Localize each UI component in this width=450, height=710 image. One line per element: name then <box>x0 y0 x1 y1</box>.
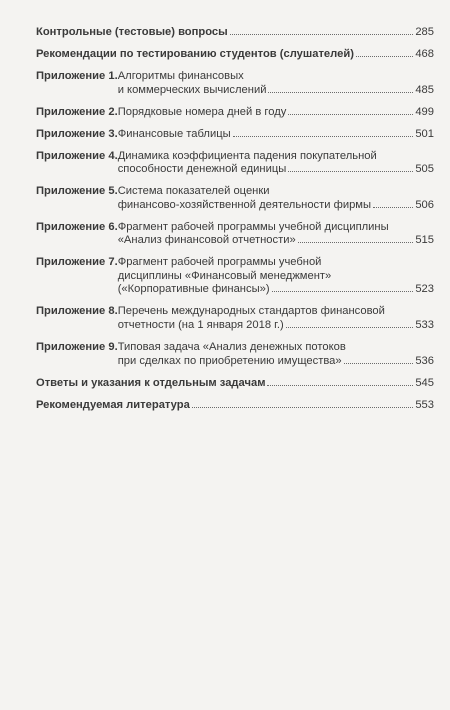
toc-page-number: 485 <box>415 83 434 96</box>
toc-entry-literature <box>36 399 434 413</box>
dot-leader <box>344 363 414 364</box>
dot-leader <box>356 56 413 57</box>
toc-page-number: 499 <box>415 105 434 118</box>
appendix-label: Приложение 8. <box>36 305 118 318</box>
appendix-label: Приложение 4. <box>36 149 118 162</box>
toc-entry-appendix-8 <box>36 305 434 332</box>
toc-page-number: 533 <box>415 319 434 332</box>
toc-entry-title: при сделках по приобретению имущества» <box>117 354 342 367</box>
dot-leader <box>288 114 413 115</box>
dot-leader <box>267 385 413 386</box>
toc-entry-appendix-5 <box>36 185 434 212</box>
toc-entry-title: дисциплины «Финансовый менеджмент» <box>117 269 332 282</box>
appendix-label: Приложение 6. <box>36 220 118 233</box>
toc-entry-appendix-3 <box>36 128 434 142</box>
toc-page-number: 505 <box>415 163 434 176</box>
toc-entry-title: финансово-хозяйственной деятельности фирмы <box>117 198 372 211</box>
toc-entry-title: Порядковые номера дней в году <box>117 105 287 118</box>
toc-page-number: 536 <box>415 354 434 367</box>
toc-entry-title: Перечень международных стандартов финансовой <box>117 305 385 318</box>
appendix-label: Приложение 2. <box>36 105 118 118</box>
appendix-label: Приложение 9. <box>36 341 118 353</box>
toc-entry-appendix-2 <box>36 106 434 120</box>
dot-leader <box>286 327 414 328</box>
toc-entry-title: Фрагмент рабочей программы учебной дисциплины <box>117 220 389 233</box>
toc-entry-title: Алгоритмы финансовых <box>117 69 244 82</box>
toc-page-number: 285 <box>415 26 434 38</box>
toc-entry-title: («Корпоративные финансы») <box>117 283 270 296</box>
dot-leader <box>288 171 413 172</box>
toc-page-number: 545 <box>415 376 434 389</box>
toc-page-number: 506 <box>415 198 434 211</box>
toc-entry-recommend <box>36 48 434 62</box>
toc-entry-appendix-4 <box>36 150 434 177</box>
toc-entry-title: способности денежной единицы <box>117 163 287 176</box>
appendix-label: Приложение 3. <box>36 127 118 140</box>
toc-entry-answers <box>36 377 434 391</box>
toc-entry-title: Типовая задача «Анализ денежных потоков <box>117 341 346 353</box>
toc-entry-title: и коммерческих вычислений <box>117 83 267 96</box>
toc-entry-appendix-6 <box>36 221 434 248</box>
toc-entry-title: Рекомендации по тестированию студентов (слушателей) <box>36 47 354 60</box>
toc-entry-appendix-1 <box>36 70 434 97</box>
toc-page-number: 501 <box>415 127 434 140</box>
appendix-label: Приложение 5. <box>36 185 118 198</box>
dot-leader <box>233 136 414 137</box>
toc-page-number: 553 <box>415 398 434 411</box>
toc-entry-title: Динамика коэффициента падения покупательной <box>117 149 377 162</box>
toc-page-number: 515 <box>415 234 434 247</box>
dot-leader <box>268 92 413 93</box>
toc-entry-title: «Анализ финансовой отчетности» <box>117 234 296 247</box>
toc-entry-title: отчетности (на 1 января 2018 г.) <box>117 319 284 332</box>
toc-entry-appendix-9 <box>36 341 434 368</box>
dot-leader <box>192 407 414 408</box>
dot-leader <box>373 207 413 208</box>
toc-page-number: 468 <box>415 47 434 60</box>
toc-entry-title: Фрагмент рабочей программы учебной <box>117 256 322 269</box>
toc-page-number: 523 <box>415 283 434 296</box>
appendix-label: Приложение 7. <box>36 256 118 269</box>
toc-entry-title: Финансовые таблицы <box>117 127 231 140</box>
dot-leader <box>272 291 414 292</box>
table-of-contents <box>36 26 434 412</box>
toc-entry-title: Система показателей оценки <box>117 185 270 198</box>
toc-entry-control <box>36 26 434 40</box>
dot-leader <box>298 242 414 243</box>
toc-entry-title: Рекомендуемая литература <box>36 398 190 411</box>
toc-entry-title: Контрольные (тестовые) вопросы <box>36 26 228 38</box>
toc-entry-title: Ответы и указания к отдельным задачам <box>36 376 266 389</box>
appendix-label: Приложение 1. <box>36 69 118 82</box>
toc-entry-appendix-7 <box>36 256 434 297</box>
dot-leader <box>230 34 414 35</box>
